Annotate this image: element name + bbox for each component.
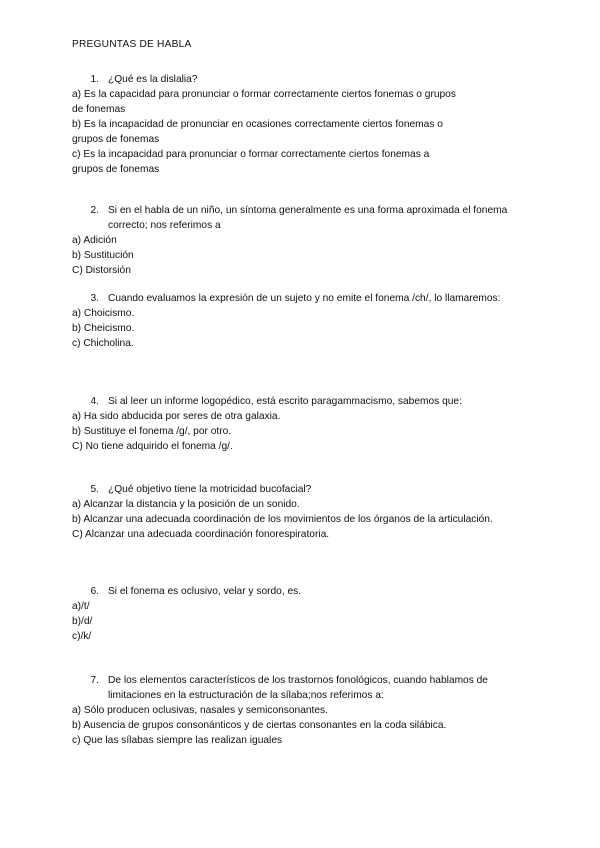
option-b: b)/d/ <box>72 616 93 627</box>
option-b: b) Alcanzar una adecuada coordinación de los movimientos de los órganos de la articulación. <box>72 514 493 525</box>
question-6 <box>72 584 532 644</box>
question-number: 7. <box>90 675 99 686</box>
option-b: b) Cheicismo. <box>72 323 135 334</box>
question-text: Si el fonema es oclusivo, velar y sordo, es. <box>108 586 302 597</box>
question-text: Si en el habla de un niño, un síntoma generalmente es una forma aproximada el fonema correcto; nos referimos a <box>108 205 508 231</box>
question-2 <box>72 203 532 278</box>
question-text: De los elementos característicos de los trastornos fonológicos, cuando hablamos de limitaciones en la estructuración de la sílaba;nos referimos a: <box>108 675 488 701</box>
option-c: c) Chicholina. <box>72 338 134 349</box>
option-a: a) Choicismo. <box>72 308 135 319</box>
option-b: b) Sustitución <box>72 250 134 261</box>
option-a: a) Adición <box>72 235 117 246</box>
question-number: 3. <box>90 293 99 304</box>
option-c: c)/k/ <box>72 631 92 642</box>
question-text: Si al leer un informe logopédico, está escrito paragammacismo, sabemos que: <box>108 396 462 407</box>
question-4 <box>72 394 532 454</box>
question-text: Cuando evaluamos la expresión de un sujeto y no emite el fonema /ch/, lo llamaremos: <box>108 293 501 304</box>
question-number: 1. <box>90 74 99 85</box>
option-c: C) Distorsión <box>72 265 131 276</box>
option-c: c) Que las sílabas siempre las realizan iguales <box>72 735 283 746</box>
question-number: 2. <box>90 205 99 216</box>
option-a: a) Alcanzar la distancia y la posición de un sonido. <box>72 499 300 510</box>
question-header <box>72 394 532 409</box>
option-a: a) Ha sido abducida por seres de otra galaxia. <box>72 411 281 422</box>
question-header <box>72 203 532 233</box>
option-c: c) Es la incapacidad para pronunciar o formar correctamente ciertos fonemas a grupos de fonemas <box>72 149 430 175</box>
question-3 <box>72 291 532 351</box>
option-a: a) Es la capacidad para pronunciar o formar correctamente ciertos fonemas o grupos de fonemas <box>72 89 456 115</box>
question-header <box>72 673 532 703</box>
question-1 <box>72 72 532 177</box>
question-header <box>72 482 532 497</box>
option-c: C) Alcanzar una adecuada coordinación fonorespiratoria. <box>72 529 330 540</box>
option-b: b) Sustituye el fonema /g/, por otro. <box>72 426 232 437</box>
question-text: ¿Qué es la dislalia? <box>108 74 198 85</box>
question-header <box>72 291 532 306</box>
question-5 <box>72 482 532 542</box>
question-text: ¿Qué objetivo tiene la motricidad bucofacial? <box>108 484 312 495</box>
question-7 <box>72 673 532 748</box>
question-header <box>72 72 532 87</box>
page-title: PREGUNTAS DE HABLA <box>72 39 192 50</box>
question-number: 4. <box>90 396 99 407</box>
question-number: 6. <box>90 586 99 597</box>
question-header <box>72 584 532 599</box>
option-c: C) No tiene adquirido el fonema /g/. <box>72 441 233 452</box>
option-b: b) Es la incapacidad de pronunciar en ocasiones correctamente ciertos fonemas o grupos de fonemas <box>72 119 443 145</box>
option-a: a) Sólo producen oclusivas, nasales y semiconsonantes. <box>72 705 328 716</box>
option-a: a)/t/ <box>72 601 90 612</box>
option-b: b) Ausencia de grupos consonánticos y de ciertas consonantes en la coda silábica. <box>72 720 447 731</box>
question-number: 5. <box>90 484 99 495</box>
